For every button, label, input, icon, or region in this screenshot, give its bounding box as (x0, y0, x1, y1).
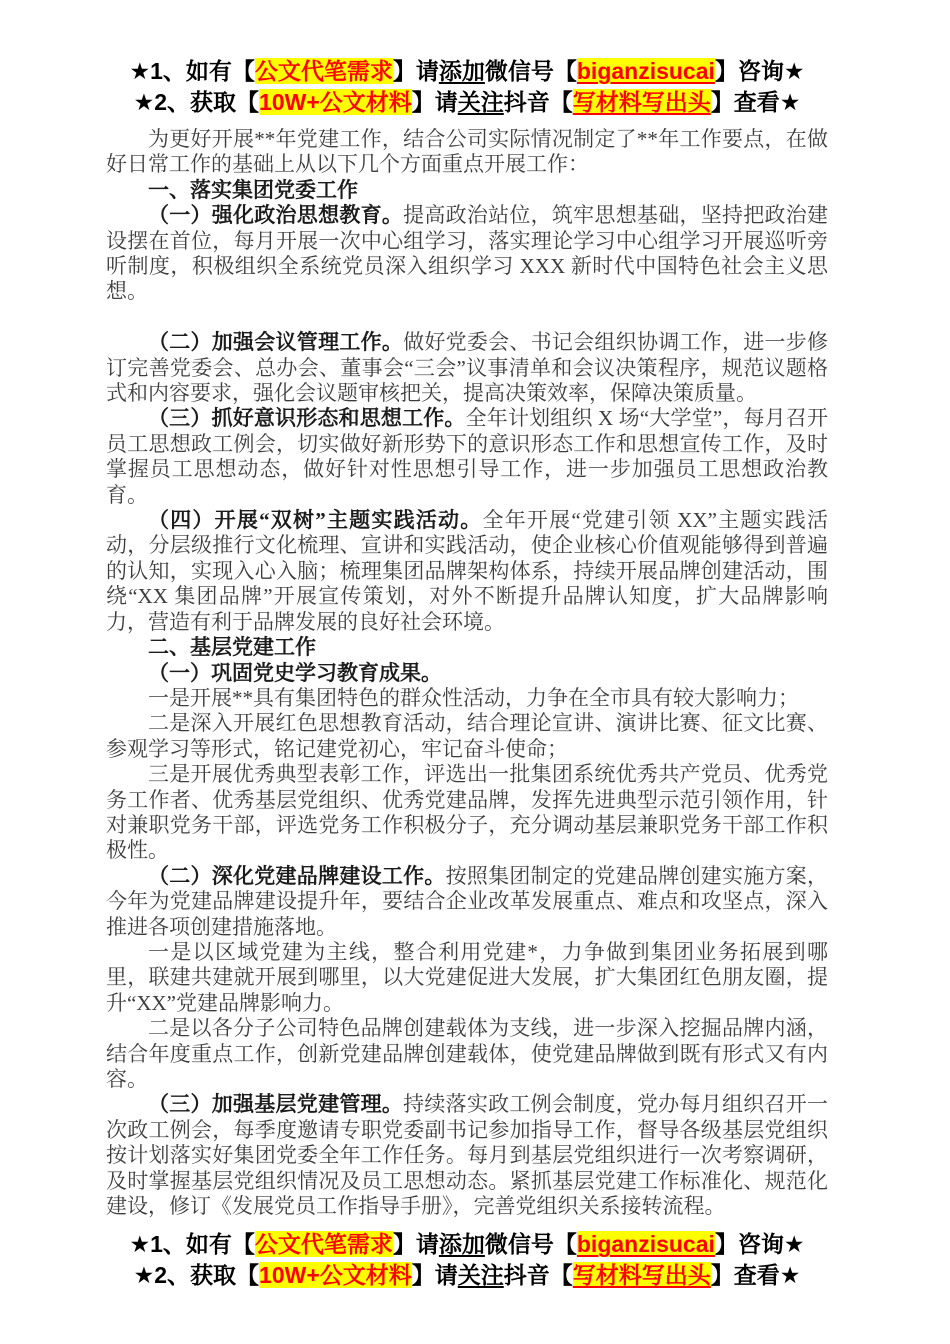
paragraph-text: 二是以各分子公司特色品牌创建载体为支线，进一步深入挖掘品牌内涵，结合年度重点工作，创新党建品牌创建载体，使党建品牌做到既有形式又有内容。 (106, 1016, 828, 1092)
section-heading-1: 一、落实集团党委工作 (148, 177, 358, 202)
paragraph-lead: （三）加强基层党建管理。 (148, 1092, 404, 1117)
notice-text: 微信号【 (484, 1231, 577, 1258)
paragraph-lead: （二）加强会议管理工作。 (148, 330, 404, 355)
notice-top (76, 56, 858, 118)
highlighted-text: 10W+公文材料 (259, 1262, 412, 1289)
paragraph-text: 一是开展**具有集团特色的群众性活动，力争在全市具有较大影响力； (148, 685, 799, 710)
notice-bottom-line2 (76, 1260, 858, 1291)
paragraph-2-1-item2 (106, 711, 828, 762)
highlighted-text: 公文代笔需求 (254, 1231, 393, 1258)
paragraph-1-1 (106, 203, 828, 305)
underlined-text: 关注 (457, 1262, 504, 1289)
wechat-id: biganzisucai (576, 58, 715, 84)
notice-bottom-line1 (76, 1229, 858, 1260)
notice-top-line1 (76, 56, 858, 87)
paragraph-text: 为更好开展**年党建工作，结合公司实际情况制定了**年工作要点，在做好日常工作的基础上从以下几个方面重点开展工作： (106, 127, 828, 177)
underlined-text: 添加 (438, 1231, 485, 1258)
notice-text: 】请 (411, 89, 458, 115)
notice-text: 】咨询★ (714, 1231, 805, 1258)
paragraph-2-2-item2 (106, 1016, 828, 1092)
paragraph-2-2-item1 (106, 940, 828, 1016)
paragraph-1-2 (106, 330, 828, 406)
section-heading-2: 二、基层党建工作 (148, 635, 316, 660)
paragraph-1-3 (106, 406, 828, 508)
paragraph-lead: （一）巩固党史学习教育成果。 (148, 660, 442, 685)
notice-text: ★1、如有【 (129, 58, 255, 84)
paragraph-2-2 (106, 864, 828, 940)
notice-text: 抖音【 (503, 1262, 573, 1289)
document-body (106, 127, 828, 1219)
paragraph-2-1-item3 (106, 762, 828, 864)
paragraph-text: 按照集团制定的党建品牌创建实施方案，今年为党建品牌建设提升年，要结合企业改革发展重点、难点和攻坚点，深入推进各项创建措施落地。 (106, 863, 829, 939)
douyin-id: 写材料写出头 (572, 89, 711, 115)
paragraph-text: 持续落实政工例会制度，党办每月组织召开一次政工例会，每季度邀请专职党委副书记参加指导工作，督导各级基层党组织按计划落实好集团党委全年工作任务。每月到基层党组织进行一次考察调研，及时掌握基层党组织情况及员工思想动态。紧抓基层党建工作标准化、规范化建设，修订《发展党员工作指导手册》，完善党组织关系接转流程。 (106, 1092, 829, 1219)
notice-text: 微信号【 (484, 58, 577, 84)
paragraph-2-3 (106, 1092, 828, 1219)
paragraph-intro (106, 127, 828, 178)
notice-text: 】请 (392, 1231, 439, 1258)
paragraph-1-4 (106, 508, 828, 635)
paragraph-text: 全年开展“党建引领 XX”主题实践活动，分层级推行文化梳理、宣讲和实践活动，使企业核心价值观能够得到普遍的认知，实现入心入脑；梳理集团品牌架构体系，持续开展品牌创建活动，围绕“XX 集团品牌”开展宣传策划，对外不断提升品牌认知度，扩大品牌影响力，营造有利于品牌发展的良好社会环境。 (106, 508, 828, 634)
notice-bottom (76, 1229, 858, 1291)
paragraph-2-1 (106, 661, 828, 686)
notice-text: ★1、如有【 (129, 1231, 255, 1258)
notice-text: 】查看★ (710, 1262, 801, 1289)
notice-text: ★2、获取【 (133, 89, 260, 115)
paragraph-text: 提高政治站位，筑牢思想基础，坚持把政治建设摆在首位，每月开展一次中心组学习，落实理论学习中心组学习开展巡听旁听制度，积极组织全系统党员深入组织学习 XXX 新时代中国特色社会主义思想。 (106, 203, 829, 304)
notice-top-line2 (76, 87, 858, 118)
paragraph-text: 全年计划组织 X 场“大学堂”，每月召开员工思想政工例会，切实做好新形势下的意识形态工作和思想宣传工作，及时掌握员工思想动态，做好针对性思想引导工作，进一步加强员工思想政治教育。 (106, 406, 829, 507)
paragraph-2-1-item1 (106, 686, 828, 711)
paragraph-lead: （三）抓好意识形态和思想工作。 (148, 406, 466, 431)
notice-text: 】咨询★ (714, 58, 805, 84)
notice-text: ★2、获取【 (133, 1262, 260, 1289)
paragraph-text: 一是以区域党建为主线，整合利用党建*，力争做到集团业务拓展到哪里，联建共建就开展到哪里，以大党建促进大发展，扩大集团红色朋友圈，提升“XX”党建品牌影响力。 (106, 939, 828, 1015)
underlined-text: 关注 (457, 89, 504, 115)
wechat-id: biganzisucai (576, 1231, 715, 1258)
notice-text: 抖音【 (503, 89, 573, 115)
douyin-id: 写材料写出头 (572, 1262, 711, 1289)
paragraph-lead: （四）开展“双树”主题实践活动。 (148, 508, 483, 533)
highlighted-text: 10W+公文材料 (259, 89, 412, 115)
underlined-text: 添加 (438, 58, 485, 84)
notice-text: 】请 (411, 1262, 458, 1289)
paragraph-text: 做好党委会、书记会组织协调工作，进一步修订完善党委会、总办会、董事会“三会”议事清单和会议决策程序，规范议题格式和内容要求，强化会议题审核把关，提高决策效率，保障决策质量。 (106, 330, 829, 406)
paragraph-lead: （二）深化党建品牌建设工作。 (148, 863, 446, 888)
paragraph-text: 二是深入开展红色思想教育活动，结合理论宣讲、演讲比赛、征文比赛、参观学习等形式，铭记建党初心，牢记奋斗使命； (106, 711, 828, 761)
highlighted-text: 公文代笔需求 (254, 58, 393, 84)
paragraph-text: 三是开展优秀典型表彰工作，评选出一批集团系统优秀共产党员、优秀党务工作者、优秀基层党组织、优秀党建品牌，发挥先进典型示范引领作用，针对兼职党务干部，评选党务工作积极分子，充分调动基层兼职党务干部工作积极性。 (106, 762, 828, 863)
notice-text: 】请 (392, 58, 439, 84)
notice-text: 】查看★ (710, 89, 801, 115)
paragraph-lead: （一）强化政治思想教育。 (148, 203, 404, 228)
